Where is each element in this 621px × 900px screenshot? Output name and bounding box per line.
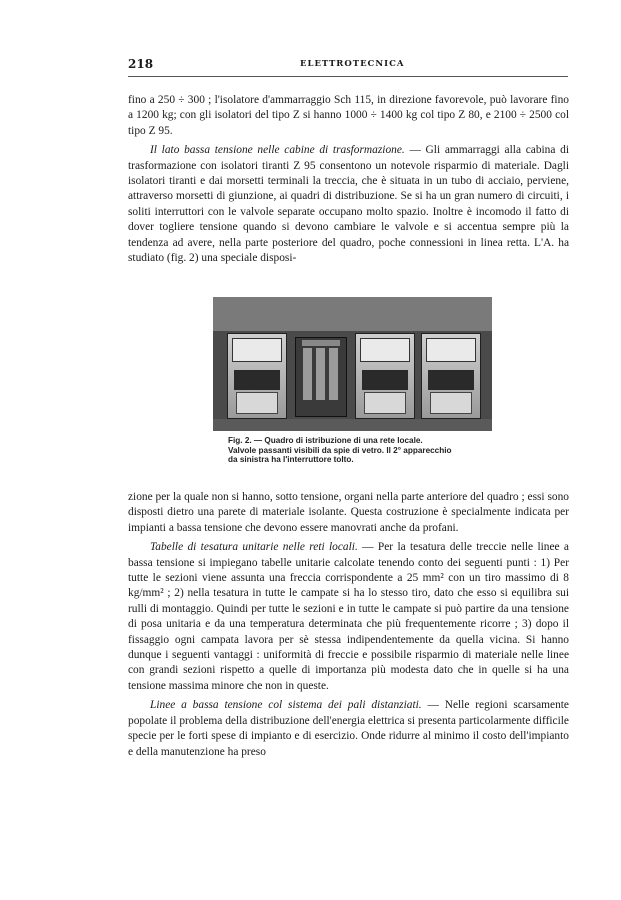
switchboard-panel <box>421 333 481 419</box>
switch-removed-panel <box>295 337 347 417</box>
figure-photo-switchboard <box>213 297 492 431</box>
paragraph-continuation: zione per la quale non si hanno, sotto tensione, organi nella parte anteriore del quadro ; essi sono disposti dietro una parete di materiale isolante. Questa costruzione è specialmente indicata per impianti a bassa tensione che devono essere manovrati anche da profani. <box>128 491 569 534</box>
header-rule <box>128 76 568 77</box>
running-title: ELETTROTECNICA <box>300 59 405 69</box>
section-heading-pali-distanziati: Linee a bassa tensione col sistema dei pali distanziati. <box>150 699 422 712</box>
paragraph-body: — Gli ammarraggi alla cabina di trasformazione con isolatori tiranti Z 95 consentono un notevole risparmio di materiale. Dagli isolatori tiranti e dai morsetti terminali la treccia, che è situata in un tubo di acciaio, perviene, attraverso morsetti di giunzione, ai quadri di distribuzione. Se si ha un gran numero di circuiti, i soliti interruttori con le valvole separate occupano molto spazio. Inoltre è incomodo il fatto di dover togliere tensione quando si devono cambiare le valvole e si accentua sempre più la tendenza ad avere, nella parte posteriore del quadro, poche connessioni in linea retta. L'A. ha studiato (fig. 2) una speciale disposi- <box>128 144 569 265</box>
caption-line: Fig. 2. — Quadro di istribuzione di una rete locale. <box>228 436 423 445</box>
paragraph-tabelle-tesatura <box>128 540 569 694</box>
text-block-top <box>128 93 569 266</box>
section-heading-lato-bassa-tensione: Il lato bassa tensione nelle cabine di trasformazione. <box>150 144 405 157</box>
text-block-bottom <box>128 490 569 760</box>
figure-caption <box>228 436 488 465</box>
paragraph-lato-bassa-tensione <box>128 143 569 266</box>
switchboard-panel <box>227 333 287 419</box>
paragraph-pali-distanziati <box>128 698 569 760</box>
caption-line: Valvole passanti visibili da spie di vetro. Il 2° apparecchio <box>228 445 452 455</box>
section-heading-tabelle-tesatura: Tabelle di tesatura unitarie nelle reti locali. <box>150 541 358 554</box>
page-number: 218 <box>128 57 154 71</box>
paragraph-isolatori: fino a 250 ÷ 300 ; l'isolatore d'ammarraggio Sch 115, in direzione favorevole, può lavorare fino a 1200 kg; con gli isolatori del tipo Z si hanno 1000 ÷ 1400 kg col tipo Z 80, e 2100 ÷ 2500 col tipo Z 95. <box>128 94 569 137</box>
switchboard-panel <box>355 333 415 419</box>
paragraph-body: — Nelle regioni scarsamente popolate il problema della distribuzione dell'energia elettrica si presenta particolarmente difficile specie per le forti spese di impianto e di esercizio. Onde ridurre al minimo il costo dell'impianto e della manutenzione ha preso <box>128 699 569 758</box>
caption-line: da sinistra ha l'interruttore tolto. <box>228 455 354 465</box>
paragraph-body: — Per la tesatura delle treccie nelle linee a bassa tensione si impiegano tabelle unitarie calcolate tenendo conto dei seguenti punti : 1) Per tutte le sezioni viene assunta una freccia corrispondente a 25 mm² con un tiro massimo di 8 kg/mm² ; 2) nella tesatura in tutte le campate si ha lo stesso tiro, dato che esso si equilibra sui rulli di montaggio. Quindi per tutte le sezioni e in tutte le campate si può partire da una tensione di posa unitaria e da una temperatura determinata che più frequentemente ricorre ; 3) dopo il fissaggio ogni campata lavora per sè stessa indipendentemente da quella vicina. Si hanno dunque i seguenti vantaggi : uniformità di freccie e possibile risparmio di materiale nelle linee con grandi sezioni rispetto a quelle di importanza più modesta dato che in quelle si ha una tensione massima minore che non in queste. <box>128 541 569 692</box>
